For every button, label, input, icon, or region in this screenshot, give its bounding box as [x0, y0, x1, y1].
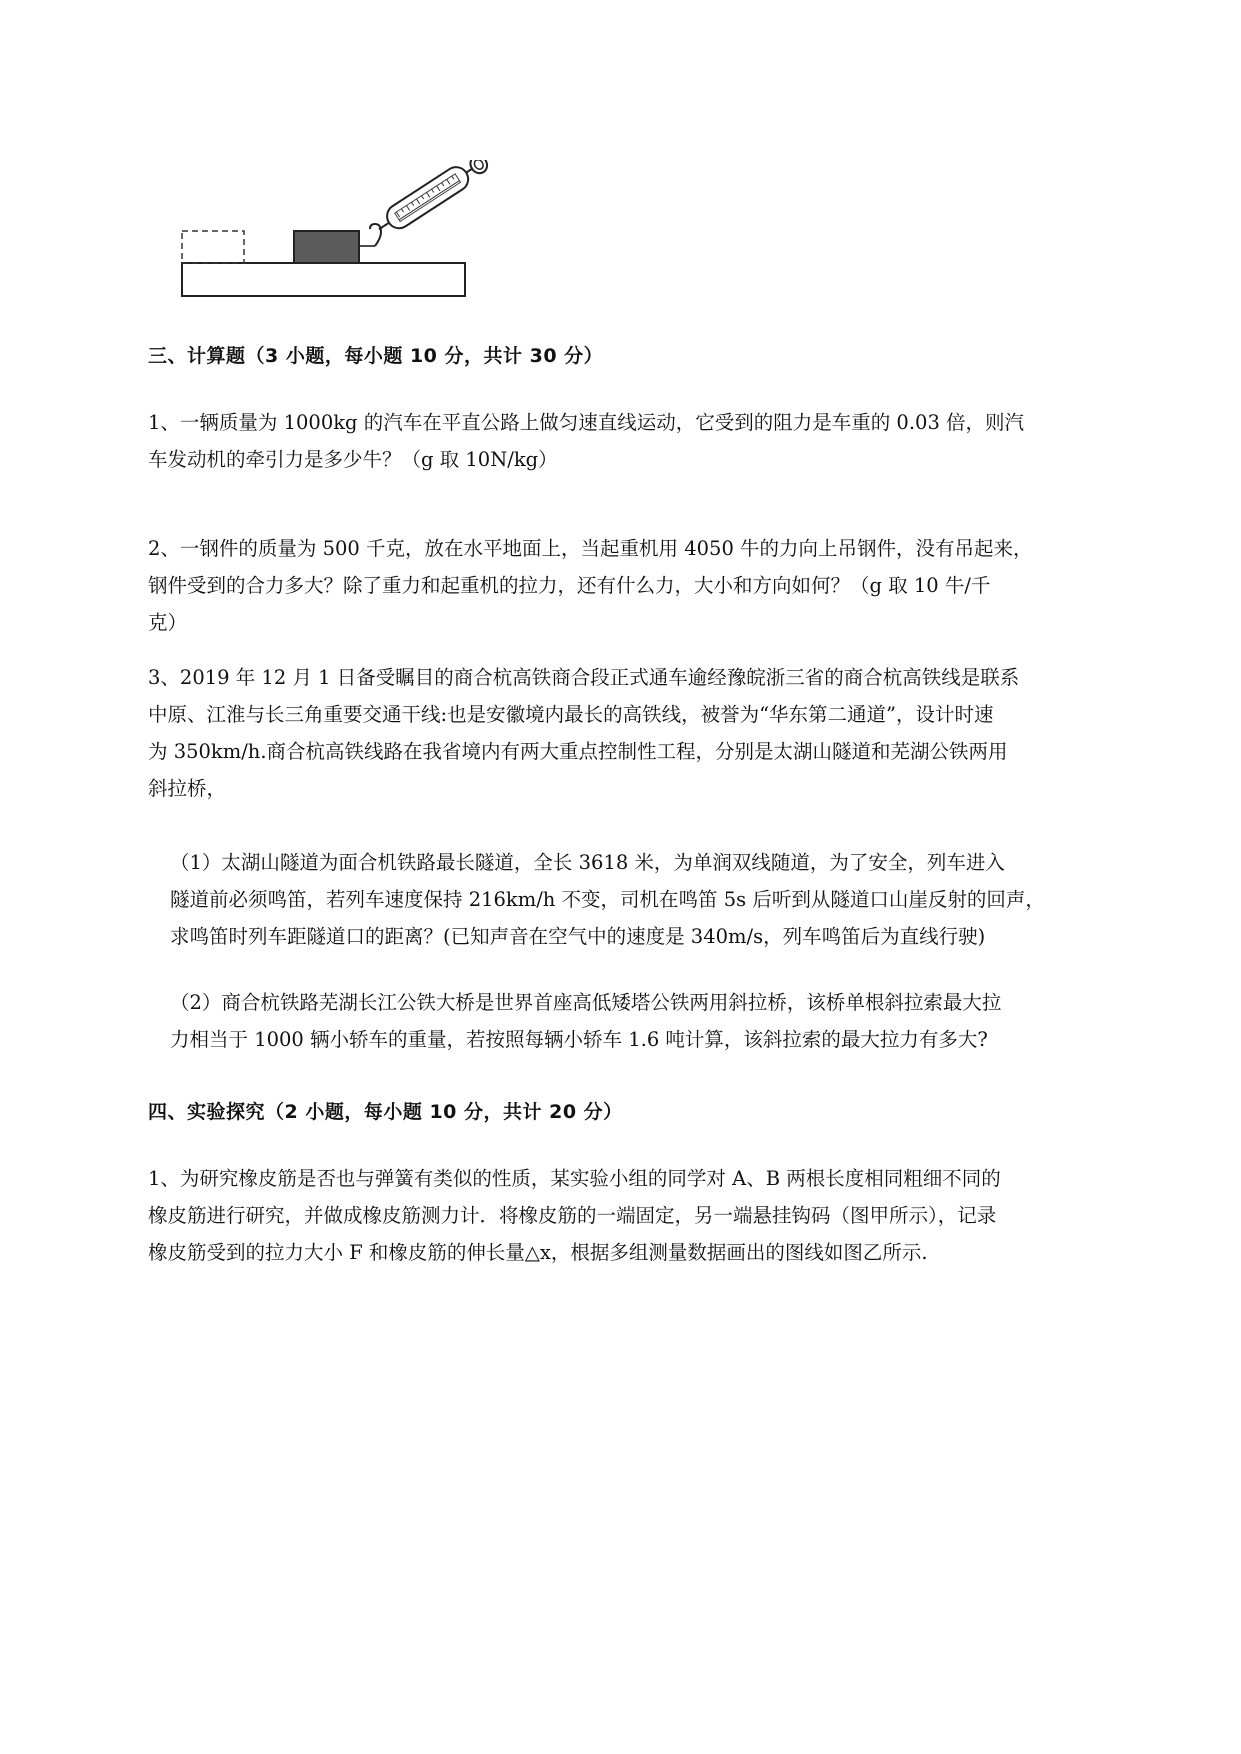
text-line: 克）	[148, 611, 188, 634]
text-line: 车发动机的牵引力是多少牛？（g 取 10N/kg）	[148, 448, 558, 471]
question-3-3	[148, 659, 1148, 807]
spring-scale-pulling-block-diagram	[170, 160, 490, 305]
text-line: 中原、江淮与长三角重要交通干线:也是安徽境内最长的高铁线，被誉为“华东第二通道”，设计时速	[148, 703, 994, 726]
question-3-1	[148, 404, 1148, 478]
text-line: 橡皮筋受到的拉力大小 F 和橡皮筋的伸长量△x，根据多组测量数据画出的图线如图乙所示.	[148, 1241, 928, 1264]
text-line: （1）太湖山隧道为面合机铁路最长隧道，全长 3618 米，为单润双线随道，为了安全，列车进入	[170, 851, 1005, 874]
section-3-title: 三、计算题（3 小题，每小题 10 分，共计 30 分）	[148, 345, 604, 367]
question-3-3-sub-1	[148, 844, 1170, 955]
dashed-block-outline	[182, 231, 244, 263]
text-line: 2、一钢件的质量为 500 千克，放在水平地面上，当起重机用 4050 牛的力向上吊钢件，没有吊起来，	[148, 537, 1033, 560]
question-3-3-sub-2	[148, 984, 1170, 1058]
text-line: 力相当于 1000 辆小轿车的重量，若按照每辆小轿车 1.6 吨计算，该斜拉索的最大拉力有多大?	[170, 1028, 988, 1051]
board	[182, 263, 465, 296]
block	[294, 231, 359, 263]
text-line: 斜拉桥，	[148, 777, 227, 800]
text-line: 为 350km/h.商合杭高铁线路在我省境内有两大重点控制性工程，分别是太湖山隧道和芜湖公铁两用	[148, 740, 1008, 763]
section-4-title: 四、实验探究（2 小题，每小题 10 分，共计 20 分）	[148, 1101, 623, 1123]
text-line: （2）商合杭铁路芜湖长江公铁大桥是世界首座高低矮塔公铁两用斜拉桥，该桥单根斜拉索最大拉	[170, 991, 1002, 1014]
text-line: 1、为研究橡皮筋是否也与弹簧有类似的性质，某实验小组的同学对 A、B 两根长度相同粗细不同的	[148, 1167, 1001, 1190]
spring-scale	[372, 160, 490, 239]
text-line: 求鸣笛时列车距隧道口的距离？(已知声音在空气中的速度是 340m/s，列车鸣笛后为直线行驶)	[170, 925, 986, 948]
text-line: 1、一辆质量为 1000kg 的汽车在平直公路上做匀速直线运动，它受到的阻力是车重的 0.03 倍，则汽	[148, 411, 1025, 434]
question-4-1	[148, 1160, 1148, 1271]
question-3-2	[148, 530, 1148, 641]
text-line: 橡皮筋进行研究，并做成橡皮筋测力计．将橡皮筋的一端固定，另一端悬挂钩码（图甲所示），记录	[148, 1204, 997, 1227]
text-line: 3、2019 年 12 月 1 日备受瞩目的商合杭高铁商合段正式通车逾经豫皖浙三省的商合杭高铁线是联系	[148, 666, 1020, 689]
text-line: 钢件受到的合力多大？除了重力和起重机的拉力，还有什么力，大小和方向如何？（g 取 10 牛/千	[148, 574, 991, 597]
scale-hook	[370, 224, 381, 246]
text-line: 隧道前必须鸣笛，若列车速度保持 216km/h 不变，司机在鸣笛 5s 后听到从隧道口山崖反射的回声，	[170, 888, 1045, 911]
